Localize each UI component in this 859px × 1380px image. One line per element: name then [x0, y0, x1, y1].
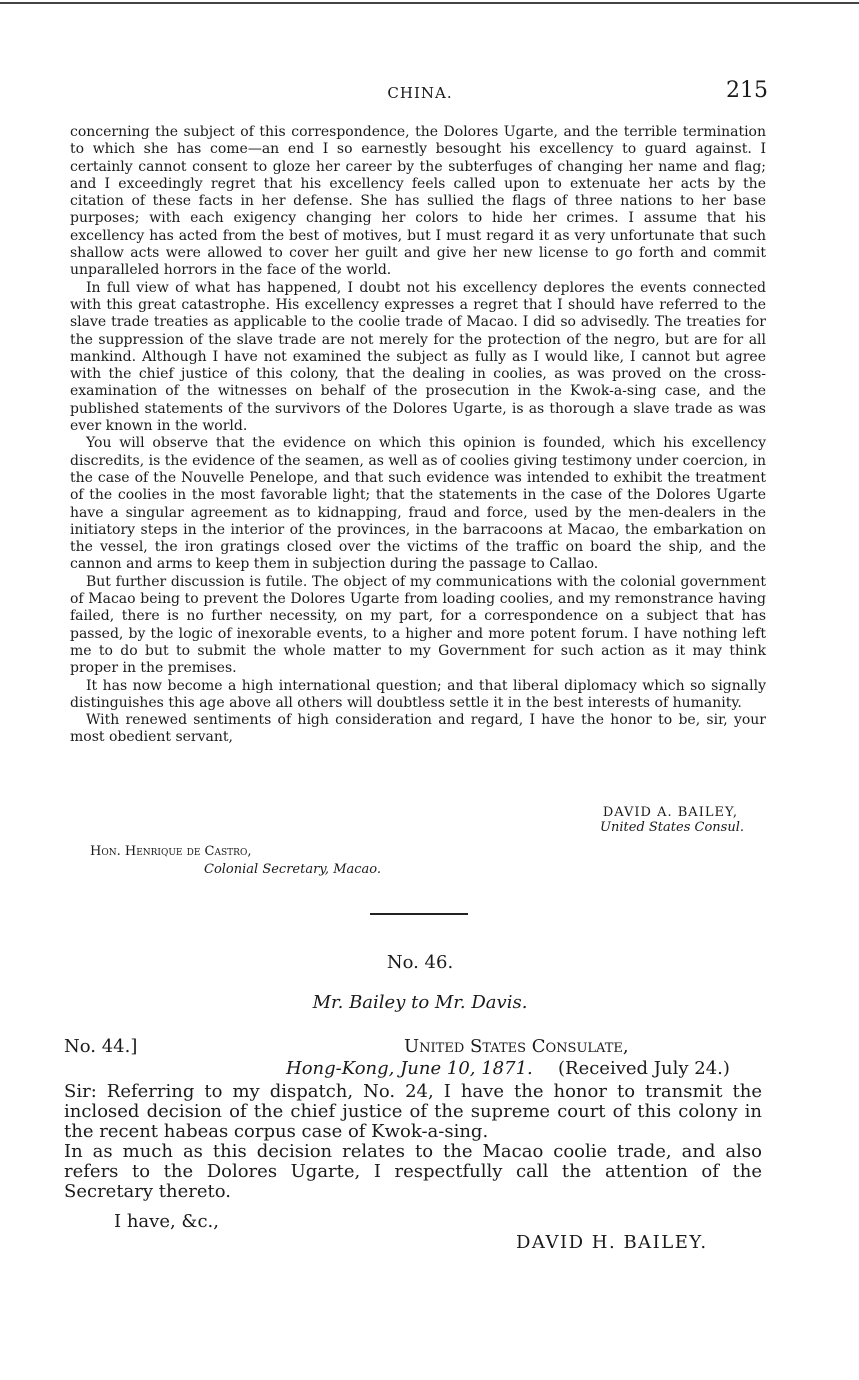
dispatch-paragraph: In as much as this decision relates to the Macao coolie trade, and also refers to the Dolores Ugarte, I respectfully call the attention of the Secretary thereto.	[64, 1141, 762, 1202]
letter-body	[70, 124, 766, 747]
document-number: No. 46.	[386, 952, 454, 973]
top-border-rule	[0, 2, 859, 4]
letter-paragraph: You will observe that the evidence on which this opinion is founded, which his excellency discredits, is the evidence of the seamen, as well as of coolies giving testimony under coercion, in the case of the Nouvelle Penelope, and that such evidence was intended to exhibit the treatment of the coolies in the most favorable light; that the statements in the case of the Dolores Ugarte have a singular agreement as to kidnapping, fraud and force, used by the men-dealers in the initiatory steps in the interior of the provinces, in the barracoons at Macao, the embarkation on the vessel, the iron gratings closed over the victims of the traffic on board the ship, and the cannon and arms to keep them in subjection during the passage to Callao.	[70, 435, 766, 573]
dispatch-closing: I have, &c.,	[114, 1211, 219, 1232]
page-header	[70, 78, 770, 106]
letter-paragraph: In full view of what has happened, I doubt not his excellency deplores the events connected with this great catastrophe. His excellency expresses a regret that I should have referred to the slave trade treaties as applicable to the coolie trade of Macao. I did so advisedly. The treaties for the suppression of the slave trade are not merely for the protection of the negro, but are for all mankind. Although I have not examined the subject as fully as I would like, I cannot but agree with the chief justice of this colony, that the dealing in coolies, as was proved on the cross-examination of the witnesses on behalf of the prosecution in the Kwok-a-sing case, and the published statements of the survivors of the Dolores Ugarte, is as thorough a slave trade as was ever known in the world.	[70, 279, 766, 435]
dispatch-received: (Received July 24.)	[558, 1058, 730, 1079]
addressee-title: Colonial Secretary, Macao.	[204, 862, 382, 877]
signature-name: DAVID A. BAILEY,	[602, 805, 738, 820]
running-head: CHINA.	[387, 84, 453, 102]
dispatch-place-date: Hong-Kong, June 10, 1871.	[286, 1058, 533, 1079]
signature-title: United States Consul.	[600, 820, 744, 835]
section-divider	[370, 913, 468, 915]
dispatch-body	[64, 1082, 762, 1202]
addressee-name: Hon. Henrique de Castro,	[90, 844, 252, 859]
dispatch-signature: DAVID H. BAILEY.	[516, 1232, 708, 1253]
dispatch-ref-number: No. 44.]	[64, 1036, 138, 1057]
dispatch-office: United States Consulate,	[404, 1036, 629, 1057]
dispatch-paragraph: Sir: Referring to my dispatch, No. 24, I have the honor to transmit the inclosed decision of the chief justice of the supreme court of this colony in the recent habeas corpus case of Kwok-a-sing.	[64, 1081, 762, 1142]
letter-paragraph: But further discussion is futile. The object of my communications with the colonial government of Macao being to prevent the Dolores Ugarte from loading coolies, and my remonstrance having failed, there is no further necessity, on my part, for a correspondence on a subject that has passed, by the logic of inexorable events, to a higher and more potent forum. I have nothing left me to do but to submit the whole matter to my Government for such action as it may think proper in the premises.	[70, 573, 766, 677]
letter-signature	[70, 805, 766, 835]
letter-paragraph: It has now become a high international question; and that liberal diplomacy which so signally distinguishes this age above all others will doubtless settle it in the best interests of humanity.	[70, 677, 766, 711]
letter-paragraph: concerning the subject of this correspondence, the Dolores Ugarte, and the terrible termination to which she has come—an end I so earnestly besought his excellency to guard against. I certainly cannot consent to gloze her career by the subterfuges of changing her name and flag; and I exceedingly regret that his excellency feels called upon to extenuate her acts by the citation of these facts in her defense. She has sullied the flags of three nations to her base purposes; with each exigency changing her colors to hide her crimes. I assume that his excellency has acted from the best of motives, but I must regard it as very unfortunate that such shallow acts were allowed to cover her guilt and give her new license to go forth and commit unparalleled horrors in the face of the world.	[70, 124, 766, 279]
page-number: 215	[726, 78, 768, 103]
addressee-block	[90, 843, 381, 879]
letter-paragraph: With renewed sentiments of high consideration and regard, I have the honor to be, sir, your most obedient servant,	[70, 712, 766, 746]
document-heading: Mr. Bailey to Mr. Davis.	[312, 992, 528, 1013]
